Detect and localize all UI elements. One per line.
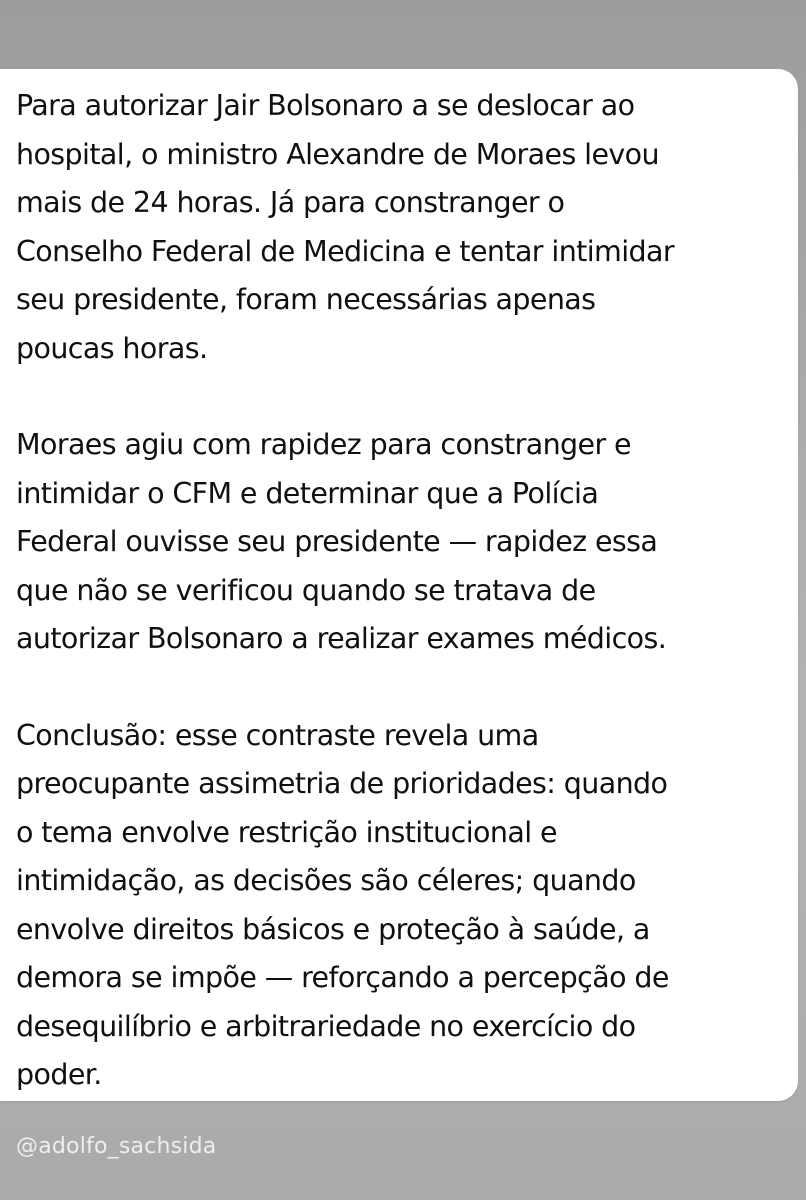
post-paragraph-2: Moraes agiu com rapidez para constranger e intimidar o CFM e determinar que a Polícia Federal ouvisse seu presidente — rapidez essa que não se verificou quando se tratava de autorizar Bolsonaro a realizar exames médicos. xyxy=(16,428,667,655)
post-paragraph-3: Conclusão: esse contraste revela uma preocupante assimetria de prioridades: quando o tema envolve restrição institucional e intimidação, as decisões são céleres; quando envolve direitos básicos e proteção à saúde, a demora se impõe — reforçando a percepção de desequilíbrio e arbitrariedade no exercício do poder. xyxy=(16,718,669,1091)
post-paragraph-1: Para autorizar Jair Bolsonaro a se deslocar ao hospital, o ministro Alexandre de Moraes levou mais de 24 horas. Já para constranger o Conselho Federal de Medicina e tentar intimidar seu presidente, foram necessárias apenas poucas horas. xyxy=(16,89,675,365)
author-handle[interactable]: @adolfo_sachsida xyxy=(16,1134,217,1159)
post-text-card xyxy=(0,69,798,1101)
